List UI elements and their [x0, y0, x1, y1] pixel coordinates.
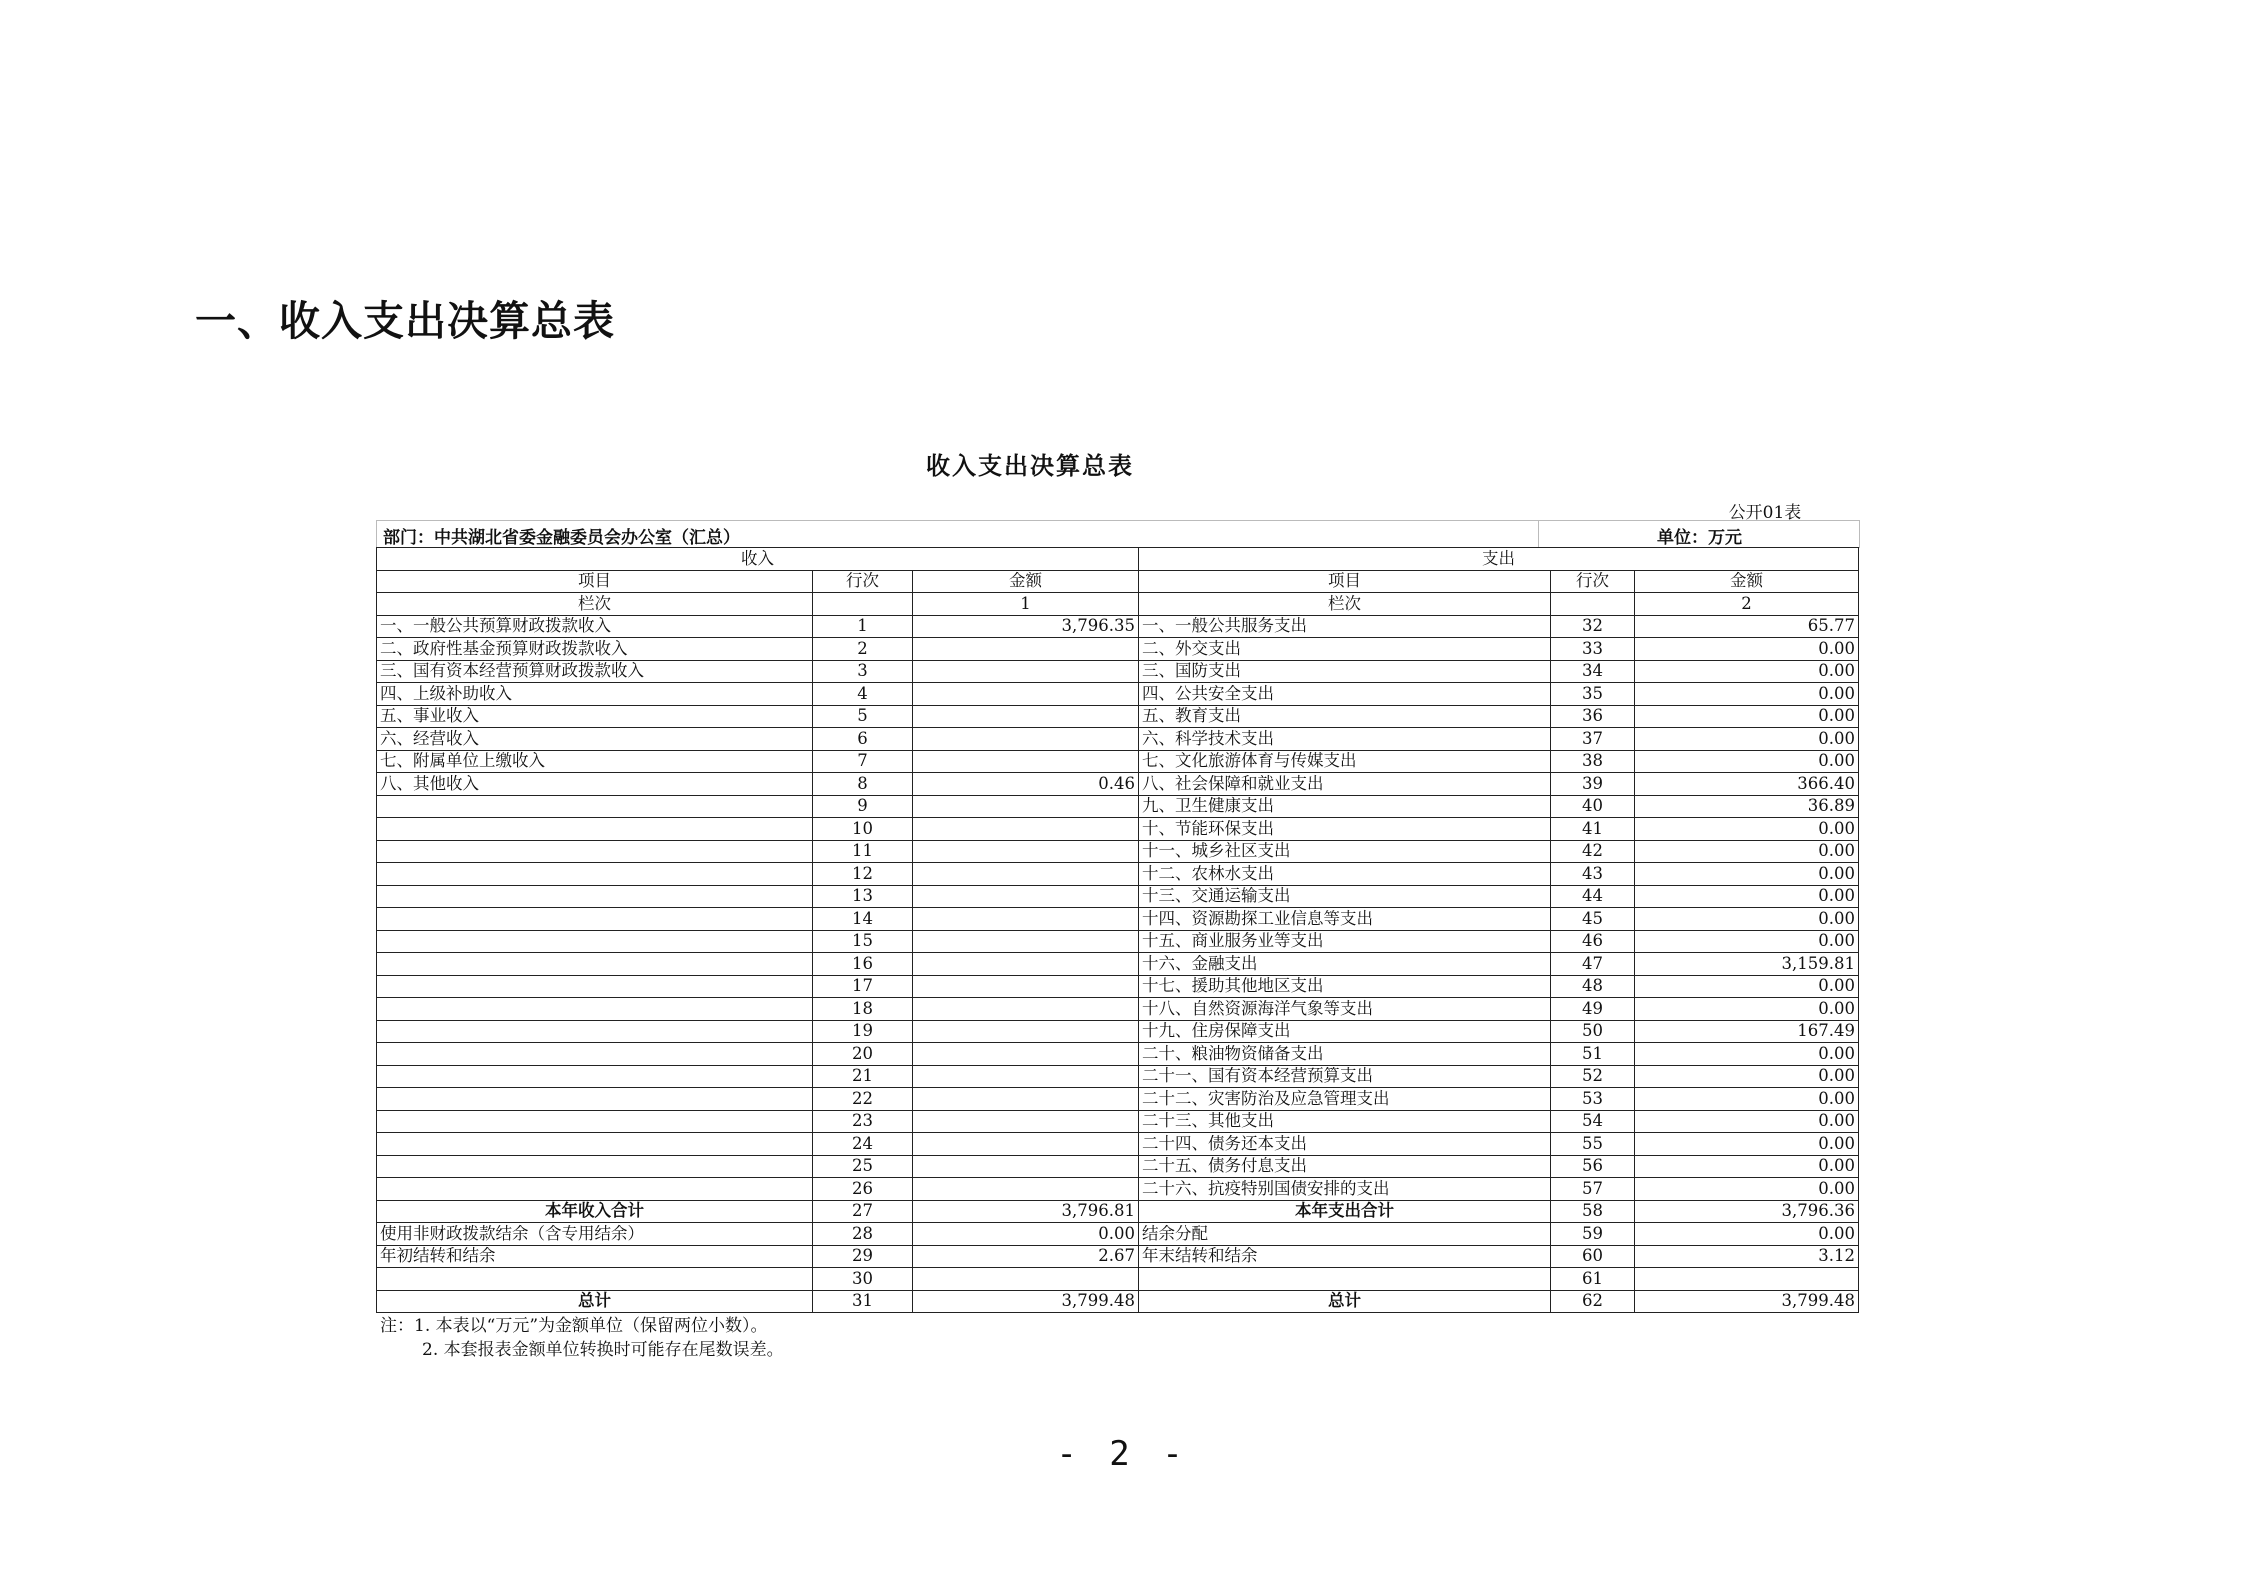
income-amount [913, 1088, 1139, 1111]
expense-line-no: 56 [1551, 1155, 1635, 1178]
expense-line-no: 51 [1551, 1043, 1635, 1066]
expense-item: 七、文化旅游体育与传媒支出 [1139, 750, 1551, 773]
expense-item: 十一、城乡社区支出 [1139, 840, 1551, 863]
income-item [377, 885, 813, 908]
expense-item: 四、公共安全支出 [1139, 683, 1551, 706]
expense-item: 九、卫生健康支出 [1139, 795, 1551, 818]
income-line-no: 22 [813, 1088, 913, 1111]
table-row [377, 705, 1859, 728]
expense-total-line-no: 62 [1551, 1290, 1635, 1313]
expense-amount: 0.00 [1635, 638, 1859, 661]
expense-item: 结余分配 [1139, 1223, 1551, 1246]
income-line-no: 12 [813, 863, 913, 886]
expense-line-no: 41 [1551, 818, 1635, 841]
income-amount [913, 863, 1139, 886]
form-code: 公开01表 [1728, 503, 1802, 523]
expense-line-index-blank [1551, 593, 1635, 616]
expense-column-no-label: 栏次 [1139, 593, 1551, 616]
income-amount [913, 795, 1139, 818]
total-row [377, 1290, 1859, 1313]
income-line-no: 5 [813, 705, 913, 728]
income-item [377, 930, 813, 953]
income-amount [913, 638, 1139, 661]
income-item [377, 1268, 813, 1291]
income-item [377, 1043, 813, 1066]
income-amount [913, 998, 1139, 1021]
income-line-no: 23 [813, 1110, 913, 1133]
income-item [377, 975, 813, 998]
income-line-no: 11 [813, 840, 913, 863]
expense-line-no: 37 [1551, 728, 1635, 751]
income-subtotal-line-no: 27 [813, 1200, 913, 1223]
income-line-no: 19 [813, 1020, 913, 1043]
income-item: 六、经营收入 [377, 728, 813, 751]
section-heading: 一、收入支出决算总表 [195, 297, 615, 345]
table-row [377, 615, 1859, 638]
expense-item: 三、国防支出 [1139, 660, 1551, 683]
expense-line-no: 54 [1551, 1110, 1635, 1133]
table-title: 收入支出决算总表 [926, 452, 1134, 480]
expense-item [1139, 1268, 1551, 1291]
income-line-no: 9 [813, 795, 913, 818]
income-total-amount: 3,799.48 [913, 1290, 1139, 1313]
table-row [377, 818, 1859, 841]
subtotal-row [377, 1200, 1859, 1223]
table-row [377, 773, 1859, 796]
expense-amount-header: 金额 [1635, 570, 1859, 593]
expense-item: 十六、金融支出 [1139, 953, 1551, 976]
income-line-no: 6 [813, 728, 913, 751]
income-line-no: 7 [813, 750, 913, 773]
income-column-no-label: 栏次 [377, 593, 813, 616]
expense-amount: 3.12 [1635, 1245, 1859, 1268]
expense-line-header: 行次 [1551, 570, 1635, 593]
table-row [377, 660, 1859, 683]
expense-item: 二十六、抗疫特别国债安排的支出 [1139, 1178, 1551, 1201]
income-total-line-no: 31 [813, 1290, 913, 1313]
income-line-no: 1 [813, 615, 913, 638]
expense-line-no: 43 [1551, 863, 1635, 886]
table-row [377, 908, 1859, 931]
table-row [377, 1043, 1859, 1066]
expense-item: 十四、资源勘探工业信息等支出 [1139, 908, 1551, 931]
expense-amount: 0.00 [1635, 705, 1859, 728]
table-row [377, 1268, 1859, 1291]
expense-item: 二十二、灾害防治及应急管理支出 [1139, 1088, 1551, 1111]
table-row [377, 750, 1859, 773]
income-line-no: 24 [813, 1133, 913, 1156]
table-row [377, 1088, 1859, 1111]
income-item [377, 795, 813, 818]
expense-item: 一、一般公共服务支出 [1139, 615, 1551, 638]
expense-item: 二十、粮油物资储备支出 [1139, 1043, 1551, 1066]
page-number: - 2 - [1056, 1434, 1189, 1474]
income-line-no: 20 [813, 1043, 913, 1066]
expense-line-no: 60 [1551, 1245, 1635, 1268]
income-amount [913, 840, 1139, 863]
expense-line-no: 57 [1551, 1178, 1635, 1201]
income-amount [913, 1155, 1139, 1178]
income-item [377, 1155, 813, 1178]
expense-amount: 366.40 [1635, 773, 1859, 796]
income-line-no: 8 [813, 773, 913, 796]
income-line-no: 4 [813, 683, 913, 706]
expense-amount: 0.00 [1635, 908, 1859, 931]
income-amount [913, 975, 1139, 998]
table-row [377, 1155, 1859, 1178]
expense-line-no: 55 [1551, 1133, 1635, 1156]
income-line-no: 29 [813, 1245, 913, 1268]
expense-amount: 3,159.81 [1635, 953, 1859, 976]
note-line: 2. 本套报表金额单位转换时可能存在尾数误差。 [422, 1340, 784, 1360]
expense-amount: 0.00 [1635, 840, 1859, 863]
expense-line-no: 47 [1551, 953, 1635, 976]
expense-amount-col-index: 2 [1635, 593, 1859, 616]
expense-item: 十、节能环保支出 [1139, 818, 1551, 841]
expense-amount: 0.00 [1635, 863, 1859, 886]
table-row [377, 683, 1859, 706]
expense-line-no: 38 [1551, 750, 1635, 773]
income-section-header: 收入 [377, 548, 1139, 571]
income-item [377, 1178, 813, 1201]
income-amount [913, 705, 1139, 728]
note-line: 注：1. 本表以“万元”为金额单位（保留两位小数）。 [380, 1316, 768, 1336]
expense-item: 二十四、债务还本支出 [1139, 1133, 1551, 1156]
table-body [377, 548, 1859, 1313]
expense-amount: 0.00 [1635, 1155, 1859, 1178]
expense-line-no: 42 [1551, 840, 1635, 863]
expense-amount: 0.00 [1635, 885, 1859, 908]
income-item: 八、其他收入 [377, 773, 813, 796]
expense-item: 八、社会保障和就业支出 [1139, 773, 1551, 796]
table-row [377, 863, 1859, 886]
income-amount [913, 1178, 1139, 1201]
department-label: 部门：中共湖北省委金融委员会办公室（汇总） [383, 528, 740, 548]
expense-amount: 0.00 [1635, 1133, 1859, 1156]
expense-amount: 0.00 [1635, 1223, 1859, 1246]
expense-item: 五、教育支出 [1139, 705, 1551, 728]
table-meta-row [376, 520, 1860, 548]
income-line-index-blank [813, 593, 913, 616]
expense-line-no: 46 [1551, 930, 1635, 953]
income-item [377, 1088, 813, 1111]
header-row-column-index [377, 593, 1859, 616]
expense-line-no: 39 [1551, 773, 1635, 796]
table-row [377, 1065, 1859, 1088]
income-item [377, 953, 813, 976]
income-amount [913, 683, 1139, 706]
table-row [377, 1245, 1859, 1268]
income-amount [913, 660, 1139, 683]
table-row [377, 930, 1859, 953]
header-row-columns [377, 570, 1859, 593]
income-item-header: 项目 [377, 570, 813, 593]
unit-cell [1538, 521, 1860, 547]
income-item [377, 1133, 813, 1156]
income-amount [913, 1043, 1139, 1066]
income-item [377, 1020, 813, 1043]
income-line-no: 3 [813, 660, 913, 683]
expense-amount: 0.00 [1635, 750, 1859, 773]
income-total-label: 总计 [377, 1290, 813, 1313]
income-line-no: 18 [813, 998, 913, 1021]
expense-item: 年末结转和结余 [1139, 1245, 1551, 1268]
expense-item: 六、科学技术支出 [1139, 728, 1551, 751]
income-line-no: 14 [813, 908, 913, 931]
income-item [377, 998, 813, 1021]
table-row [377, 885, 1859, 908]
expense-subtotal-line-no: 58 [1551, 1200, 1635, 1223]
income-amount [913, 930, 1139, 953]
table-row [377, 1223, 1859, 1246]
income-line-no: 13 [813, 885, 913, 908]
expense-line-no: 34 [1551, 660, 1635, 683]
expense-line-no: 33 [1551, 638, 1635, 661]
table-notes [380, 1314, 784, 1362]
expense-amount: 0.00 [1635, 1065, 1859, 1088]
income-amount [913, 908, 1139, 931]
income-subtotal-amount: 3,796.81 [913, 1200, 1139, 1223]
income-item [377, 1110, 813, 1133]
income-amount-header: 金额 [913, 570, 1139, 593]
income-amount-col-index: 1 [913, 593, 1139, 616]
header-row-sections [377, 548, 1859, 571]
unit-label: 单位：万元 [1657, 528, 1742, 548]
expense-line-no: 49 [1551, 998, 1635, 1021]
expense-item: 二十三、其他支出 [1139, 1110, 1551, 1133]
table-row [377, 638, 1859, 661]
income-line-no: 15 [813, 930, 913, 953]
table-row [377, 998, 1859, 1021]
table-row [377, 795, 1859, 818]
income-amount: 2.67 [913, 1245, 1139, 1268]
expense-item: 十七、援助其他地区支出 [1139, 975, 1551, 998]
expense-item: 十九、住房保障支出 [1139, 1020, 1551, 1043]
table-row [377, 728, 1859, 751]
income-line-no: 10 [813, 818, 913, 841]
income-amount [913, 1268, 1139, 1291]
expense-amount: 167.49 [1635, 1020, 1859, 1043]
income-item [377, 908, 813, 931]
income-item: 使用非财政拨款结余（含专用结余） [377, 1223, 813, 1246]
income-item: 年初结转和结余 [377, 1245, 813, 1268]
expense-line-no: 52 [1551, 1065, 1635, 1088]
table-row [377, 953, 1859, 976]
table-row [377, 1133, 1859, 1156]
income-line-header: 行次 [813, 570, 913, 593]
income-item [377, 818, 813, 841]
income-line-no: 30 [813, 1268, 913, 1291]
expense-line-no: 32 [1551, 615, 1635, 638]
income-amount [913, 818, 1139, 841]
expense-line-no: 40 [1551, 795, 1635, 818]
expense-amount: 0.00 [1635, 683, 1859, 706]
expense-line-no: 48 [1551, 975, 1635, 998]
income-line-no: 21 [813, 1065, 913, 1088]
expense-line-no: 45 [1551, 908, 1635, 931]
expense-line-no: 61 [1551, 1268, 1635, 1291]
income-amount [913, 1020, 1139, 1043]
income-amount: 3,796.35 [913, 615, 1139, 638]
expense-line-no: 50 [1551, 1020, 1635, 1043]
income-line-no: 2 [813, 638, 913, 661]
expense-item: 二、外交支出 [1139, 638, 1551, 661]
expense-amount: 0.00 [1635, 728, 1859, 751]
income-amount [913, 1133, 1139, 1156]
expense-item: 十八、自然资源海洋气象等支出 [1139, 998, 1551, 1021]
income-line-no: 16 [813, 953, 913, 976]
table-row [377, 1178, 1859, 1201]
income-amount [913, 1110, 1139, 1133]
table-row [377, 1020, 1859, 1043]
expense-line-no: 53 [1551, 1088, 1635, 1111]
income-item: 五、事业收入 [377, 705, 813, 728]
expense-item: 二十五、债务付息支出 [1139, 1155, 1551, 1178]
income-amount [913, 750, 1139, 773]
expense-item: 十三、交通运输支出 [1139, 885, 1551, 908]
expense-amount: 0.00 [1635, 998, 1859, 1021]
expense-total-label: 总计 [1139, 1290, 1551, 1313]
table-row [377, 840, 1859, 863]
income-item: 二、政府性基金预算财政拨款收入 [377, 638, 813, 661]
expense-item: 十二、农林水支出 [1139, 863, 1551, 886]
income-amount [913, 1065, 1139, 1088]
expense-line-no: 59 [1551, 1223, 1635, 1246]
income-amount: 0.00 [913, 1223, 1139, 1246]
income-item [377, 1065, 813, 1088]
expense-amount: 0.00 [1635, 1110, 1859, 1133]
expense-line-no: 35 [1551, 683, 1635, 706]
expense-line-no: 36 [1551, 705, 1635, 728]
expense-amount: 0.00 [1635, 1088, 1859, 1111]
income-item: 三、国有资本经营预算财政拨款收入 [377, 660, 813, 683]
expense-section-header: 支出 [1139, 548, 1859, 571]
income-line-no: 25 [813, 1155, 913, 1178]
income-item [377, 840, 813, 863]
expense-amount: 36.89 [1635, 795, 1859, 818]
expense-amount: 0.00 [1635, 660, 1859, 683]
expense-item-header: 项目 [1139, 570, 1551, 593]
income-line-no: 17 [813, 975, 913, 998]
income-line-no: 26 [813, 1178, 913, 1201]
expense-line-no: 44 [1551, 885, 1635, 908]
expense-subtotal-label: 本年支出合计 [1139, 1200, 1551, 1223]
expense-amount: 0.00 [1635, 930, 1859, 953]
income-subtotal-label: 本年收入合计 [377, 1200, 813, 1223]
income-amount [913, 728, 1139, 751]
expense-item: 二十一、国有资本经营预算支出 [1139, 1065, 1551, 1088]
table-row [377, 975, 1859, 998]
expense-amount: 0.00 [1635, 1043, 1859, 1066]
income-amount: 0.46 [913, 773, 1139, 796]
expense-item: 十五、商业服务业等支出 [1139, 930, 1551, 953]
income-line-no: 28 [813, 1223, 913, 1246]
expense-amount [1635, 1268, 1859, 1291]
income-item: 四、上级补助收入 [377, 683, 813, 706]
expense-amount: 65.77 [1635, 615, 1859, 638]
expense-total-amount: 3,799.48 [1635, 1290, 1859, 1313]
income-item: 七、附属单位上缴收入 [377, 750, 813, 773]
income-expense-table [376, 547, 1859, 1313]
expense-amount: 0.00 [1635, 818, 1859, 841]
income-amount [913, 953, 1139, 976]
table-row [377, 1110, 1859, 1133]
income-item [377, 863, 813, 886]
income-item: 一、一般公共预算财政拨款收入 [377, 615, 813, 638]
expense-amount: 0.00 [1635, 975, 1859, 998]
expense-subtotal-amount: 3,796.36 [1635, 1200, 1859, 1223]
income-amount [913, 885, 1139, 908]
expense-amount: 0.00 [1635, 1178, 1859, 1201]
